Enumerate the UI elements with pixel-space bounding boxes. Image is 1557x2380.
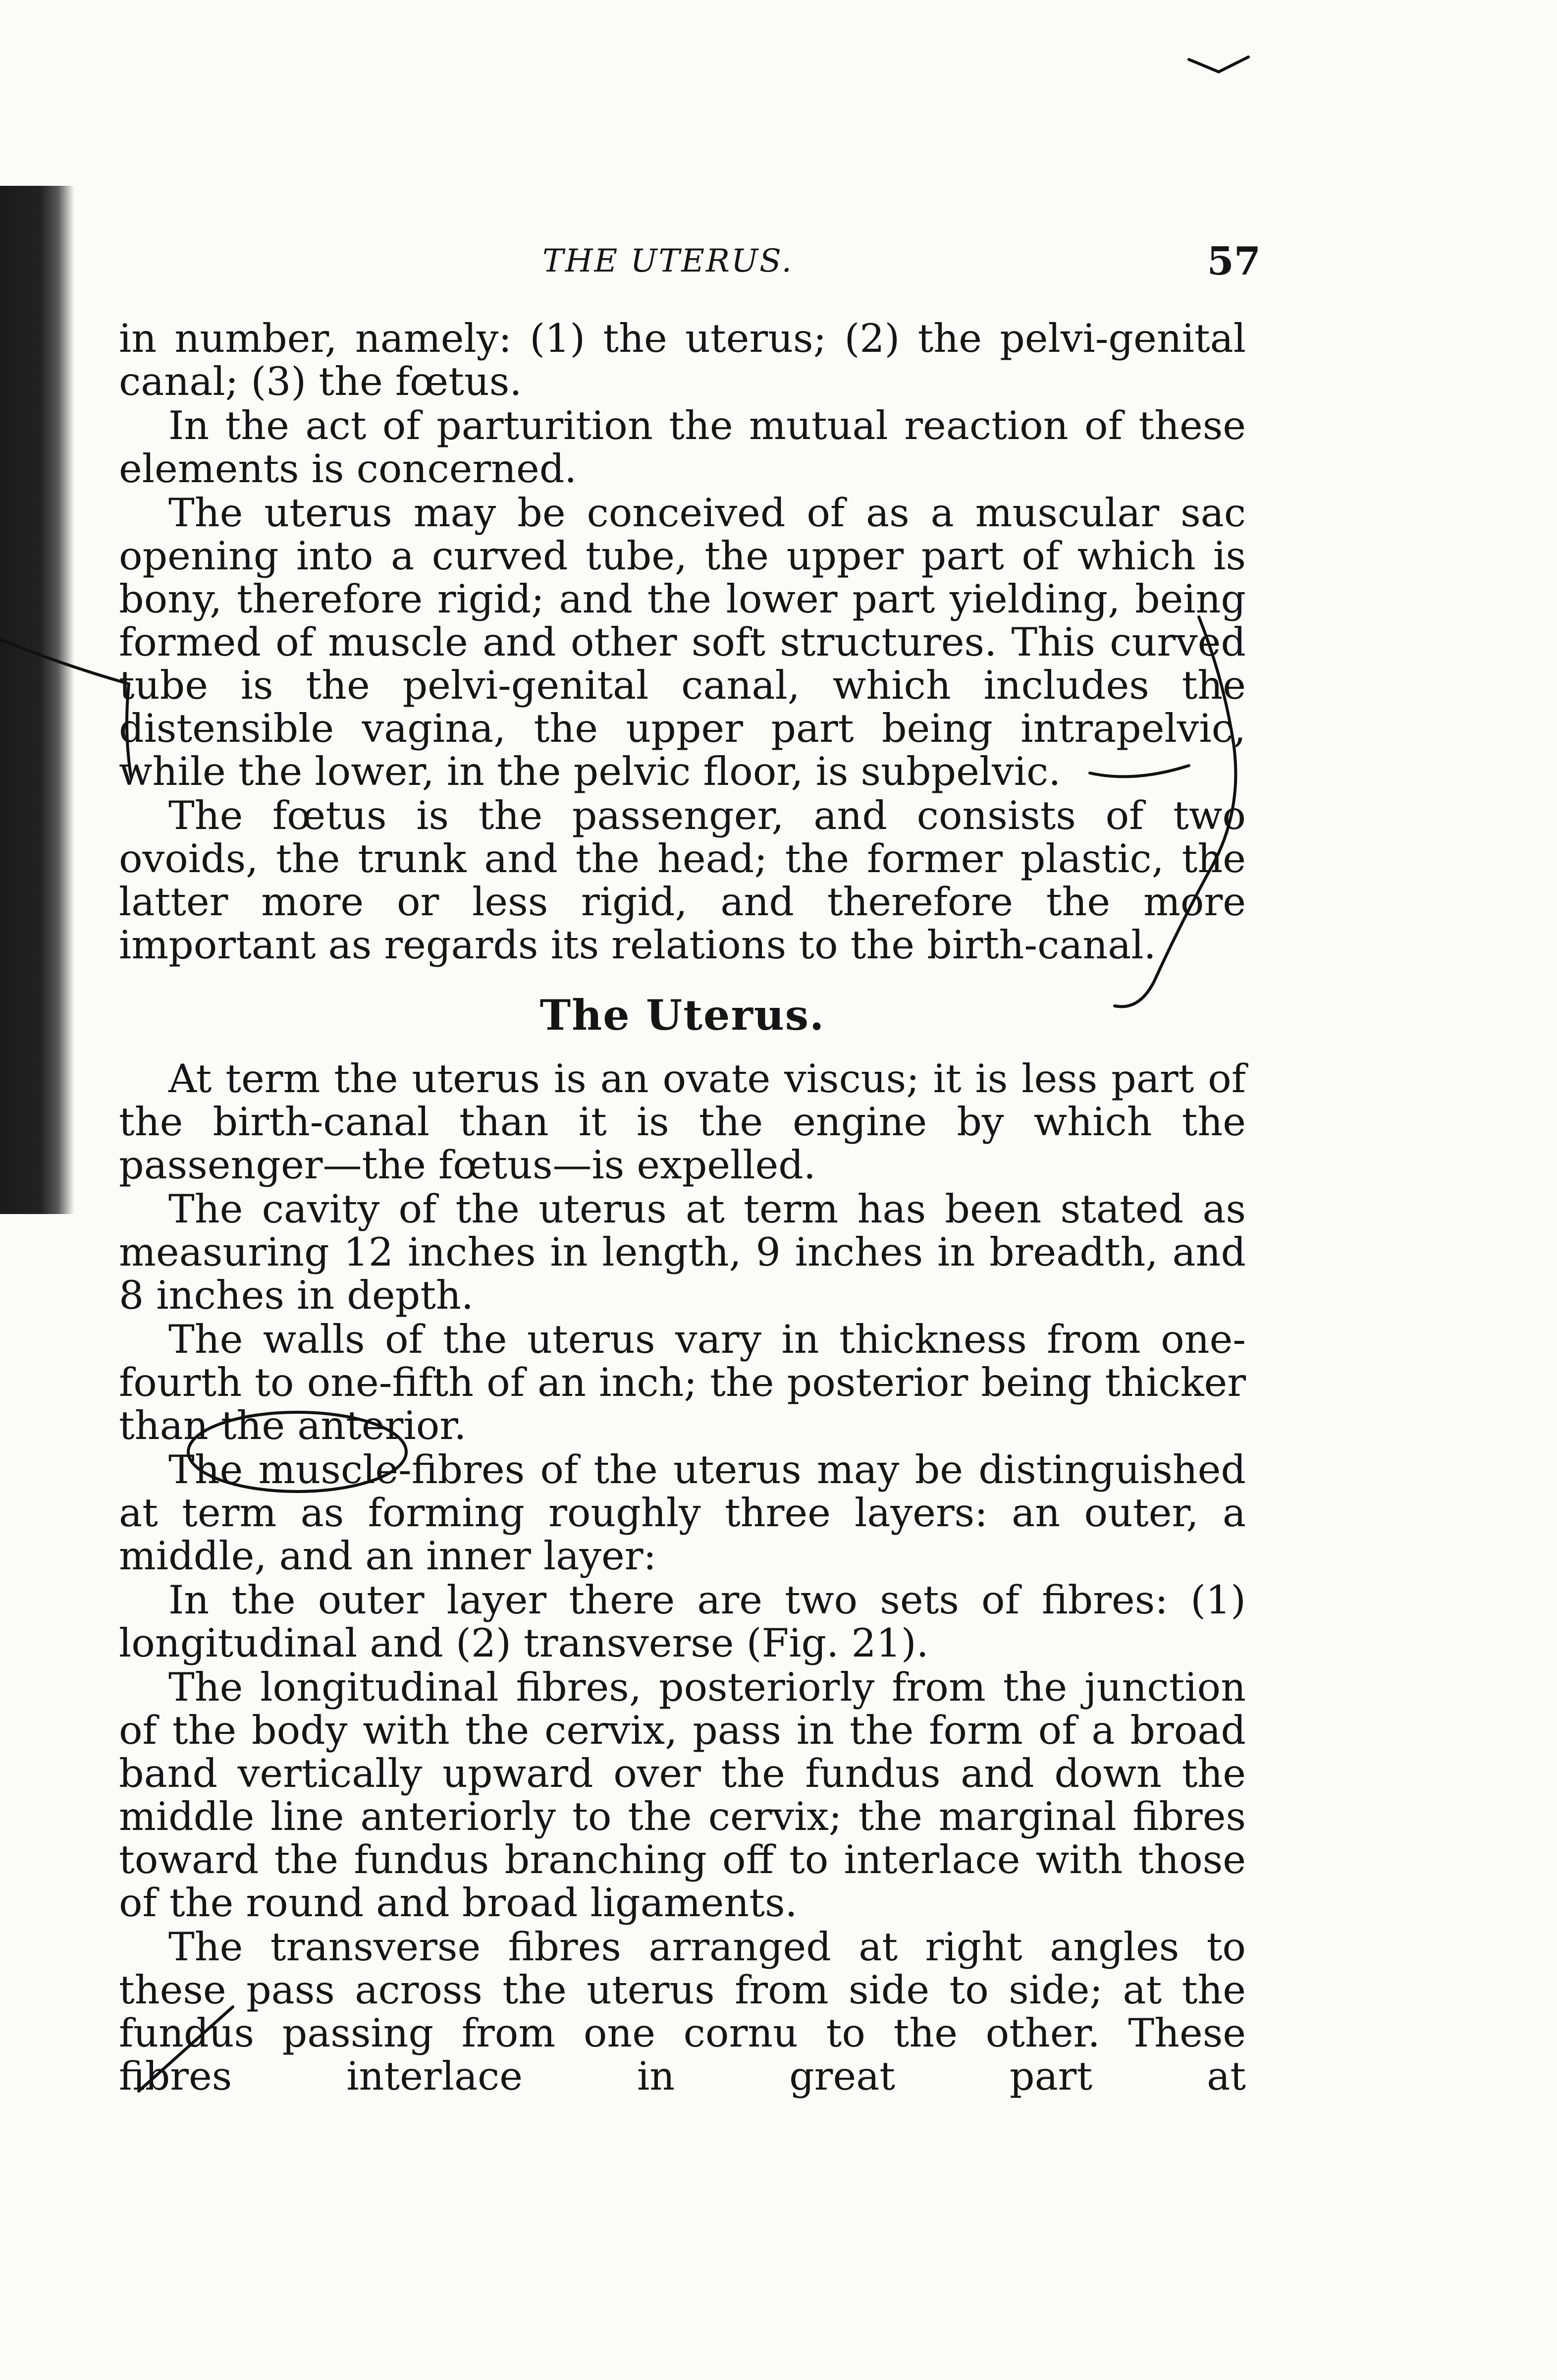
paragraph: In the outer layer there are two sets of fibres: (1) longitudinal and (2) transverse (Fig. 21). (119, 1577, 1246, 1666)
paragraph: The muscle-fibres of the uterus may be distinguished at term as forming roughly three layers: an outer, a middle, and an inner layer: (119, 1447, 1246, 1579)
paragraph: The transverse fibres arranged at right angles to these pass across the uterus from side to side; at the fundus passing from one cornu to the other. These fibres interlace in great part at (119, 1924, 1246, 2099)
paragraph: At term the uterus is an ovate viscus; it is less part of the birth-canal than it is the engine by which the passenger—the fœtus—is expelled. (119, 1056, 1246, 1188)
paragraph: The longitudinal fibres, posteriorly from the junction of the body with the cervix, pass in the form of a broad band vertically upward over the fundus and down the middle line anteriorly to the cervix; the marginal fibres toward the fundus branching off to interlace with those of the round and broad ligaments. (119, 1664, 1246, 1926)
paragraph: In the act of parturition the mutual reaction of these elements is concerned. (119, 403, 1246, 492)
page-number: 57 (1207, 239, 1261, 284)
corner-mark (1189, 57, 1248, 72)
paragraph: The fœtus is the passenger, and consists of two ovoids, the trunk and the head; the former plastic, the latter more or less rigid, and therefore the more important as regards its relations to the birth-canal. (119, 793, 1246, 968)
scan-edge-shadow (0, 186, 74, 1214)
body-text (119, 317, 1246, 2141)
running-title: THE UTERUS. (542, 243, 793, 279)
page-header (542, 239, 1261, 297)
paragraph: The walls of the uterus vary in thickness from one-fourth to one-fifth of an inch; the posterior being thicker than the anterior. (119, 1317, 1246, 1448)
paragraph: The uterus may be conceived of as a muscular sac opening into a curved tube, the upper part of which is bony, therefore rigid; and the lower part yielding, being formed of muscle and other soft structures. This curved tube is the pelvi-genital canal, which includes the distensible vagina, the upper part being intrapelvic, while the lower, in the pelvic floor, is subpelvic. (119, 490, 1246, 794)
section-heading: The Uterus. (539, 991, 825, 1040)
paragraph: in number, namely: (1) the uterus; (2) the pelvi-genital canal; (3) the fœtus. (119, 316, 1246, 404)
paragraph: The cavity of the uterus at term has been stated as measuring 12 inches in length, 9 inches in breadth, and 8 inches in depth. (119, 1186, 1246, 1318)
